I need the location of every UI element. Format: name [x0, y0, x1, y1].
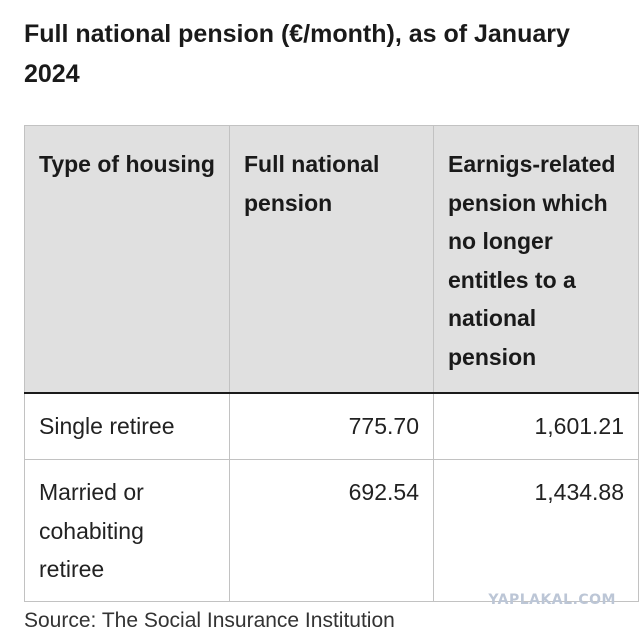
cell-housing-type: Married or cohabiting retiree: [25, 460, 230, 602]
source-note: Source: The Social Insurance Institution: [24, 609, 395, 632]
cell-earnings-pension: 1,434.88: [434, 460, 639, 602]
table-row: [25, 460, 639, 602]
table-header-row: [25, 126, 639, 394]
cell-full-pension: 775.70: [230, 393, 434, 460]
cell-housing-type: Single retiree: [25, 393, 230, 460]
table-title: Full national pension (€/month), as of January 2024: [24, 20, 570, 88]
header-earnings-pension: Earnigs-related pension which no longer entitles to a national pension: [434, 126, 639, 394]
cell-full-pension: 692.54: [230, 460, 434, 602]
header-housing-type: Type of housing: [25, 126, 230, 394]
pension-table: [24, 125, 639, 602]
watermark-logo: YAPLAKAL.COM: [488, 592, 616, 608]
cell-earnings-pension: 1,601.21: [434, 393, 639, 460]
table-row: [25, 393, 639, 460]
header-full-pension: Full national pension: [230, 126, 434, 394]
